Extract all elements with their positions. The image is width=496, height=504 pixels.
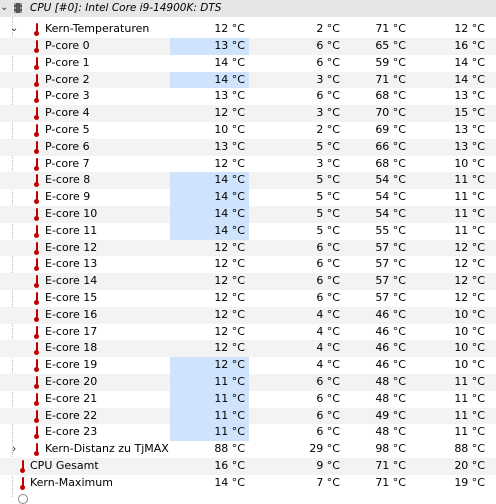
core-label: E-core 9 — [45, 190, 91, 204]
current-value: 14 °C — [170, 172, 249, 189]
max-value: 65 °C — [375, 39, 406, 52]
core-label: P-core 4 — [45, 106, 90, 120]
avg-value: 12 °C — [454, 22, 485, 35]
avg-value: 13 °C — [454, 123, 485, 136]
min-value: 6 °C — [316, 89, 340, 103]
chevron-down-icon[interactable]: ⌄ — [0, 2, 9, 13]
max-value: 46 °C — [375, 341, 406, 355]
current-value: 12 °C — [214, 341, 245, 355]
core-row[interactable] — [0, 105, 496, 122]
core-row[interactable] — [0, 424, 496, 441]
thermometer-icon — [34, 90, 39, 103]
core-row[interactable] — [0, 391, 496, 408]
current-value: 12 °C — [214, 291, 245, 304]
core-label: E-core 11 — [45, 223, 98, 237]
min-value: 4 °C — [316, 324, 340, 338]
core-row[interactable] — [0, 307, 496, 324]
avg-value: 11 °C — [454, 425, 485, 439]
core-label: E-core 12 — [45, 240, 98, 254]
thermometer-icon — [34, 107, 39, 120]
avg-value: 13 °C — [454, 89, 485, 103]
core-row[interactable] — [0, 256, 496, 273]
thermometer-icon — [34, 309, 39, 322]
chevron-right-icon[interactable]: › — [12, 442, 17, 455]
min-value: 2 °C — [316, 123, 340, 136]
cpu-group-title: CPU [#0]: Intel Core i9-14900K: DTS — [30, 2, 222, 14]
sensor-label: Kern-Temperaturen — [45, 22, 150, 35]
min-value: 9 °C — [316, 459, 340, 472]
kern-maximum-row[interactable] — [0, 475, 496, 492]
min-value: 4 °C — [316, 341, 340, 355]
core-row[interactable] — [0, 139, 496, 156]
min-value: 6 °C — [316, 240, 340, 254]
thermometer-icon — [34, 342, 39, 355]
core-label: E-core 16 — [45, 307, 98, 321]
core-row[interactable] — [0, 72, 496, 89]
current-value: 13 °C — [214, 139, 245, 153]
sensor-label: Kern-Maximum — [30, 476, 113, 489]
min-value: 3 °C — [316, 156, 340, 170]
core-label: E-core 22 — [45, 408, 98, 422]
core-row[interactable] — [0, 374, 496, 391]
kern-temperaturen-row[interactable] — [0, 21, 496, 38]
max-value: 59 °C — [375, 55, 406, 69]
cpu-chip-icon — [14, 3, 22, 13]
avg-value: 14 °C — [454, 55, 485, 69]
current-value: 88 °C — [214, 442, 245, 455]
min-value: 6 °C — [316, 425, 340, 439]
tjmax-distance-row[interactable] — [0, 441, 496, 458]
core-label: E-core 15 — [45, 291, 98, 304]
min-value: 6 °C — [316, 55, 340, 69]
min-value: 7 °C — [316, 476, 340, 489]
core-row[interactable] — [0, 290, 496, 307]
thermometer-icon — [34, 258, 39, 271]
avg-value: 13 °C — [454, 139, 485, 153]
thermometer-icon — [34, 275, 39, 288]
current-value: 14 °C — [170, 206, 249, 223]
core-row[interactable] — [0, 408, 496, 425]
avg-value: 12 °C — [454, 291, 485, 304]
min-value: 5 °C — [316, 173, 340, 187]
avg-value: 10 °C — [454, 307, 485, 321]
max-value: 68 °C — [375, 156, 406, 170]
current-value: 12 °C — [214, 156, 245, 170]
avg-value: 88 °C — [454, 442, 485, 455]
core-label: P-core 6 — [45, 139, 90, 153]
core-label: E-core 8 — [45, 173, 91, 187]
core-row[interactable] — [0, 273, 496, 290]
core-label: P-core 7 — [45, 156, 90, 170]
core-label: E-core 13 — [45, 257, 98, 271]
thermometer-icon — [34, 242, 39, 255]
min-value: 6 °C — [316, 291, 340, 304]
min-value: 5 °C — [316, 190, 340, 204]
avg-value: 16 °C — [454, 39, 485, 52]
thermometer-icon — [34, 326, 39, 339]
avg-value: 11 °C — [454, 207, 485, 220]
core-label: P-core 3 — [45, 89, 90, 103]
current-value: 14 °C — [214, 476, 245, 489]
avg-value: 19 °C — [454, 476, 485, 489]
core-label: E-core 20 — [45, 375, 98, 388]
current-value: 10 °C — [214, 123, 245, 136]
current-value: 11 °C — [170, 374, 249, 391]
max-value: 71 °C — [375, 72, 406, 86]
max-value: 54 °C — [375, 173, 406, 187]
avg-value: 11 °C — [454, 391, 485, 405]
avg-value: 14 °C — [454, 72, 485, 86]
clock-icon — [18, 494, 28, 504]
avg-value: 15 °C — [454, 106, 485, 120]
avg-value: 10 °C — [454, 156, 485, 170]
cpu-gesamt-row[interactable] — [0, 458, 496, 475]
max-value: 57 °C — [375, 257, 406, 271]
min-value: 2 °C — [316, 22, 340, 35]
sensor-label: Kern-Distanz zu TjMAX — [45, 442, 169, 455]
current-value: 16 °C — [214, 459, 245, 472]
avg-value: 11 °C — [454, 408, 485, 422]
core-label: P-core 0 — [45, 39, 90, 52]
core-label: E-core 23 — [45, 425, 98, 439]
min-value: 6 °C — [316, 391, 340, 405]
thermometer-icon — [34, 57, 39, 70]
max-value: 48 °C — [375, 391, 406, 405]
min-value: 3 °C — [316, 106, 340, 120]
max-value: 69 °C — [375, 123, 406, 136]
core-row[interactable] — [0, 38, 496, 55]
core-row[interactable] — [0, 206, 496, 223]
thermometer-icon — [34, 23, 39, 36]
min-value: 6 °C — [316, 274, 340, 288]
core-row[interactable] — [0, 55, 496, 72]
max-value: 49 °C — [375, 408, 406, 422]
avg-value: 11 °C — [454, 173, 485, 187]
core-row[interactable] — [0, 122, 496, 139]
thermometer-icon — [34, 292, 39, 305]
max-value: 68 °C — [375, 89, 406, 103]
max-value: 70 °C — [375, 106, 406, 120]
core-label: E-core 14 — [45, 274, 98, 288]
avg-value: 10 °C — [454, 324, 485, 338]
max-value: 57 °C — [375, 240, 406, 254]
core-label: E-core 21 — [45, 391, 98, 405]
min-value: 5 °C — [316, 139, 340, 153]
max-value: 55 °C — [375, 223, 406, 237]
min-value: 6 °C — [316, 408, 340, 422]
current-value: 12 °C — [214, 274, 245, 288]
min-value: 5 °C — [316, 223, 340, 237]
max-value: 57 °C — [375, 274, 406, 288]
thermometer-icon — [34, 225, 39, 238]
thermometer-icon — [20, 477, 25, 490]
thermometer-icon — [34, 40, 39, 53]
thermometer-icon — [34, 174, 39, 187]
chevron-down-icon[interactable]: ⌄ — [10, 23, 19, 34]
avg-value: 20 °C — [454, 459, 485, 472]
max-value: 46 °C — [375, 324, 406, 338]
thermometer-icon — [34, 393, 39, 406]
min-value: 6 °C — [316, 257, 340, 271]
max-value: 46 °C — [375, 307, 406, 321]
max-value: 71 °C — [375, 22, 406, 35]
thermometer-icon — [34, 410, 39, 423]
avg-value: 10 °C — [454, 341, 485, 355]
thermometer-icon — [34, 359, 39, 372]
avg-value: 11 °C — [454, 190, 485, 204]
core-label: E-core 18 — [45, 341, 98, 355]
core-row[interactable] — [0, 223, 496, 240]
thermometer-icon — [20, 460, 25, 473]
min-value: 29 °C — [309, 442, 340, 455]
min-value: 4 °C — [316, 358, 340, 372]
current-value: 12 °C — [170, 357, 249, 374]
core-label: E-core 10 — [45, 207, 98, 220]
current-value: 13 °C — [170, 38, 249, 55]
current-value: 11 °C — [170, 424, 249, 441]
max-value: 71 °C — [375, 476, 406, 489]
current-value: 12 °C — [214, 22, 245, 35]
core-row[interactable] — [0, 324, 496, 341]
current-value: 12 °C — [214, 257, 245, 271]
max-value: 98 °C — [375, 442, 406, 455]
core-row[interactable] — [0, 88, 496, 105]
max-value: 46 °C — [375, 358, 406, 372]
thermometer-icon — [34, 208, 39, 221]
avg-value: 11 °C — [454, 223, 485, 237]
thermometer-icon — [34, 443, 39, 456]
core-row[interactable] — [0, 172, 496, 189]
max-value: 71 °C — [375, 459, 406, 472]
min-value: 6 °C — [316, 375, 340, 388]
core-row[interactable] — [0, 340, 496, 357]
current-value: 12 °C — [214, 324, 245, 338]
thermometer-icon — [34, 158, 39, 171]
max-value: 54 °C — [375, 190, 406, 204]
min-value: 3 °C — [316, 72, 340, 86]
current-value: 13 °C — [214, 89, 245, 103]
thermometer-icon — [34, 141, 39, 154]
current-value: 14 °C — [170, 189, 249, 206]
thermometer-icon — [34, 191, 39, 204]
min-value: 5 °C — [316, 207, 340, 220]
core-row[interactable] — [0, 189, 496, 206]
avg-value: 12 °C — [454, 257, 485, 271]
core-row[interactable] — [0, 357, 496, 374]
current-value: 14 °C — [170, 72, 249, 89]
current-value: 12 °C — [214, 106, 245, 120]
current-value: 14 °C — [214, 55, 245, 69]
current-value: 11 °C — [170, 408, 249, 425]
thermometer-icon — [34, 124, 39, 137]
current-value: 12 °C — [214, 240, 245, 254]
cpu-group-header[interactable] — [0, 0, 496, 17]
core-label: E-core 19 — [45, 358, 98, 372]
thermometer-icon — [34, 74, 39, 87]
max-value: 66 °C — [375, 139, 406, 153]
thermometer-icon — [34, 376, 39, 389]
max-value: 48 °C — [375, 375, 406, 388]
core-row[interactable] — [0, 156, 496, 173]
sensor-label: CPU Gesamt — [30, 459, 99, 472]
current-value: 12 °C — [214, 307, 245, 321]
min-value: 6 °C — [316, 39, 340, 52]
core-label: E-core 17 — [45, 324, 98, 338]
current-value: 14 °C — [170, 223, 249, 240]
thermometer-icon — [34, 426, 39, 439]
core-label: P-core 5 — [45, 123, 90, 136]
max-value: 48 °C — [375, 425, 406, 439]
avg-value: 12 °C — [454, 274, 485, 288]
avg-value: 10 °C — [454, 358, 485, 372]
core-label: P-core 1 — [45, 55, 90, 69]
min-value: 4 °C — [316, 307, 340, 321]
avg-value: 12 °C — [454, 240, 485, 254]
current-value: 11 °C — [170, 391, 249, 408]
core-row[interactable] — [0, 240, 496, 257]
max-value: 57 °C — [375, 291, 406, 304]
max-value: 54 °C — [375, 207, 406, 220]
core-label: P-core 2 — [45, 72, 90, 86]
avg-value: 11 °C — [454, 375, 485, 388]
